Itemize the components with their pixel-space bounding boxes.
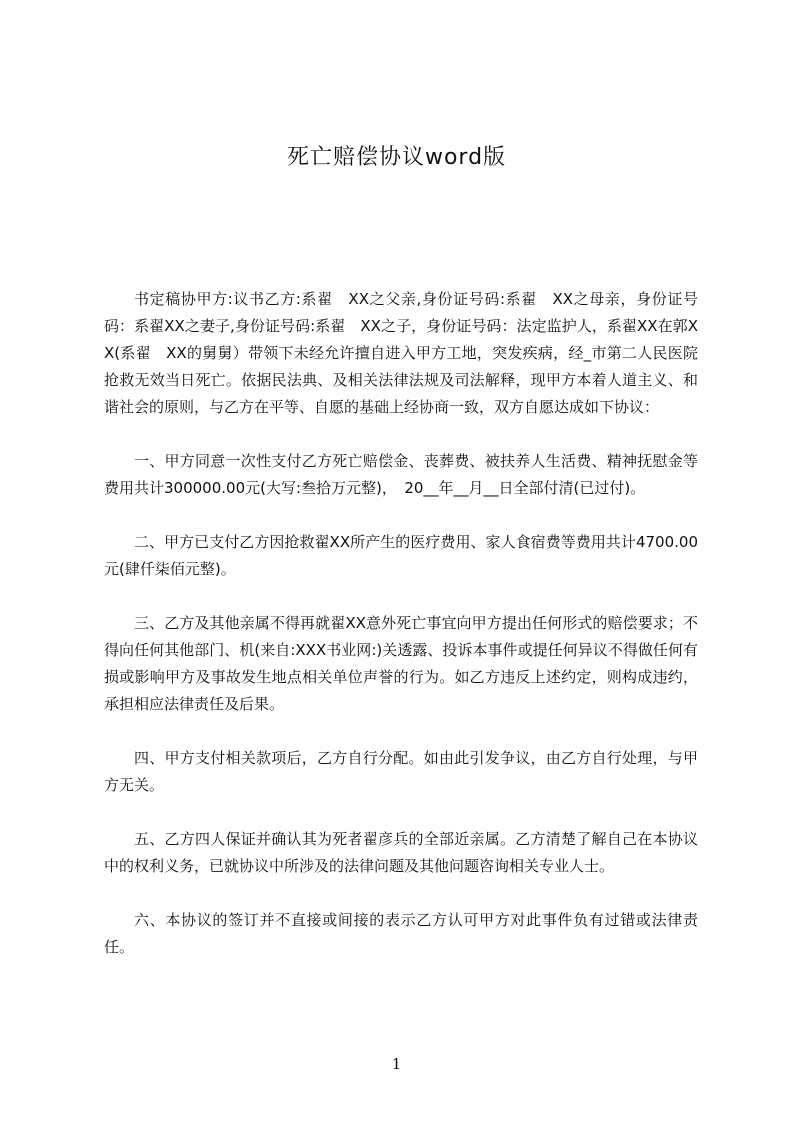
document-title: 死亡赔偿协议word版	[286, 145, 507, 170]
page-number: 1	[391, 1055, 402, 1073]
clause-2-paragraph: 二、甲方已支付乙方因抢救翟XX所产生的医疗费用、家人食宿费等费用共计4700.00元(肆仟柒佰元整)。	[104, 533, 698, 578]
clause-4-paragraph: 四、甲方支付相关款项后，乙方自行分配。如由此引发争议，由乙方自行处理，与甲方无关。	[104, 749, 698, 794]
clause-5-paragraph: 五、乙方四人保证并确认其为死者翟彦兵的全部近亲属。乙方清楚了解自己在本协议中的权利义务，已就协议中所涉及的法律问题及其他问题咨询相关专业人士。	[104, 830, 698, 875]
preamble-paragraph: 书定稿协甲方:议书乙方:系翟 XX之父亲,身份证号码:系翟 XX之母亲，身份证号码：系翟XX之妻子,身份证号码:系翟 XX之子，身份证号码：法定监护人，系翟XX在郭XX(系翟 XX的舅舅）带领下未经允许擅自进入甲方工地，突发疾病，经_市第二人民医院抢救无效当日死亡。依据民法典、及相关法律法规及司法解释，现甲方本着人道主义、和谐社会的原则，与乙方在平等、自愿的基础上经协商一致，双方自愿达成如下协议：	[104, 290, 698, 416]
document-body	[104, 286, 698, 961]
clause-3-paragraph: 三、乙方及其他亲属不得再就翟XX意外死亡事宜向甲方提出任何形式的赔偿要求；不得向任何其他部门、机(来自:XXX书业网:)关透露、投诉本事件或提任何异议不得做任何有损或影响甲方及事故发生地点相关单位声誉的行为。如乙方违反上述约定，则构成违约，承担相应法律责任及后果。	[104, 614, 698, 713]
clause-6-paragraph: 六、本协议的签订并不直接或间接的表示乙方认可甲方对此事件负有过错或法律责任。	[104, 911, 698, 956]
clause-1-paragraph: 一、甲方同意一次性支付乙方死亡赔偿金、丧葬费、被扶养人生活费、精神抚慰金等费用共计300000.00元(大写:叁拾万元整)， 20__年__月__日全部付清(已过付)。	[104, 452, 698, 497]
